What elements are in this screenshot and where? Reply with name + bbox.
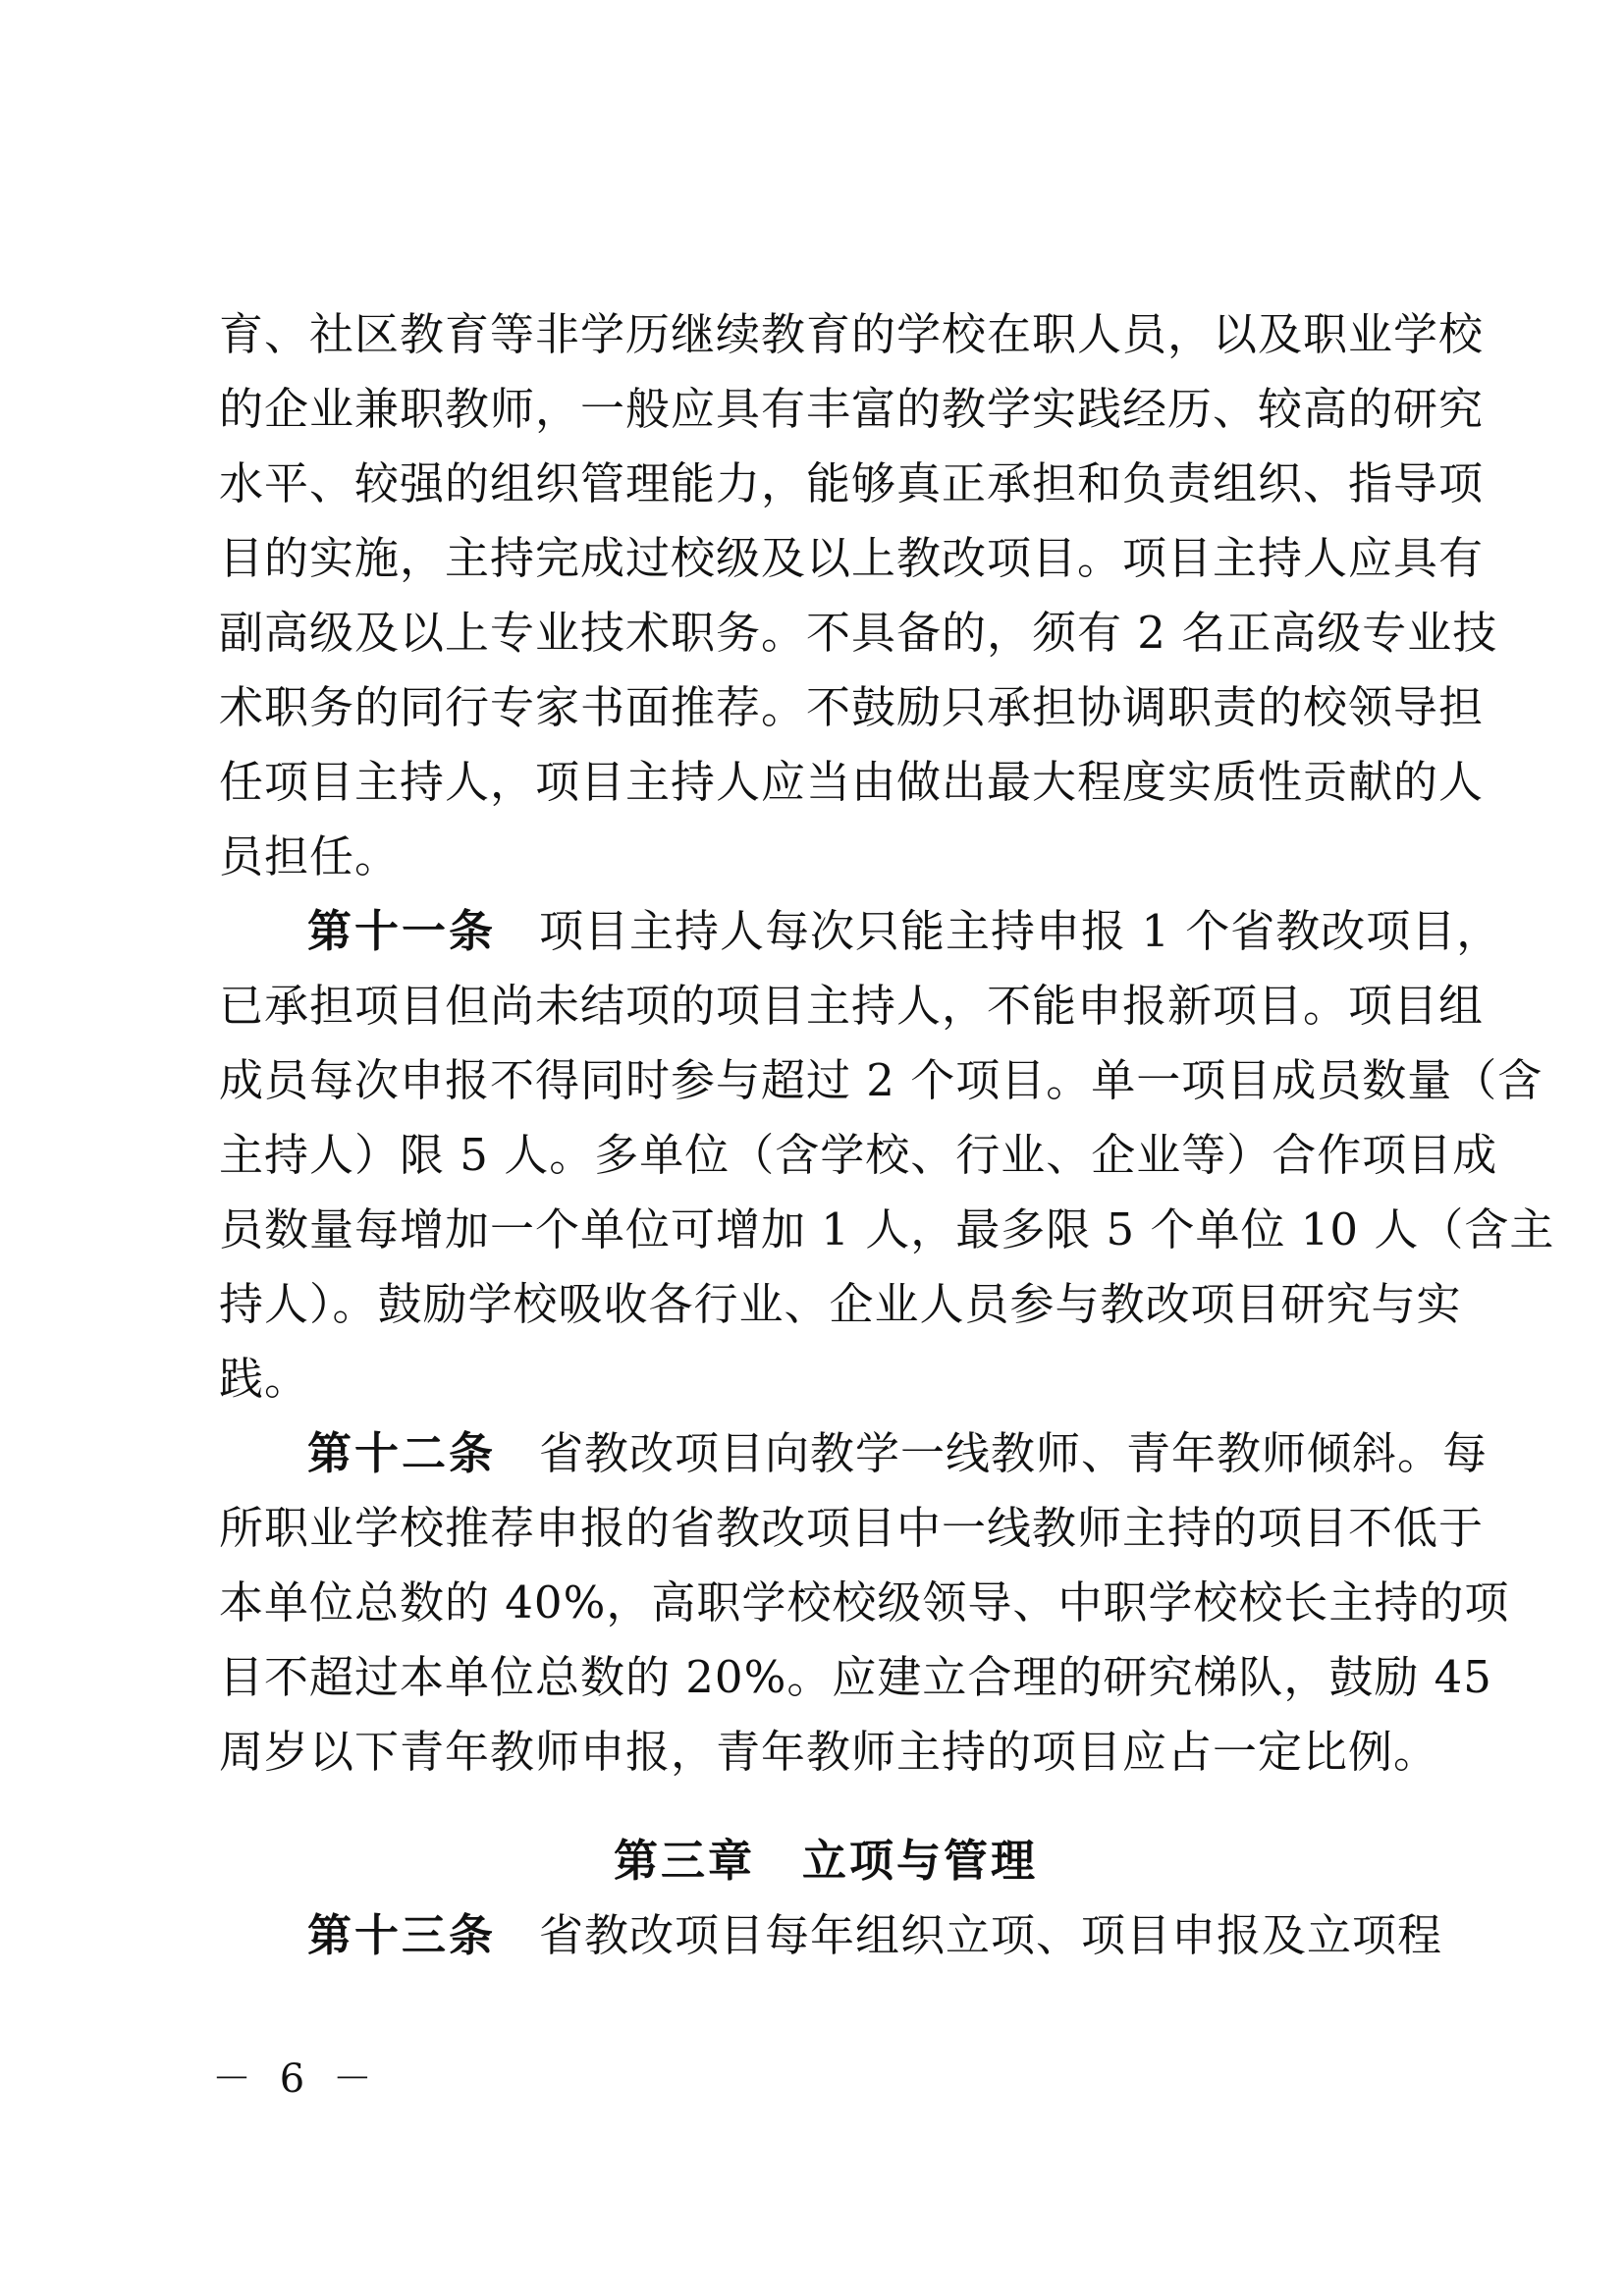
paragraph-line: 践。: [219, 1353, 310, 1405]
article-13-label: 第十三条: [307, 1909, 497, 1961]
paragraph-line: 副高级及以上专业技术职务。不具备的，须有 2 名正高级专业技: [219, 607, 1498, 659]
article-12-text: 省教改项目向教学一线教师、青年教师倾斜。每: [539, 1427, 1489, 1479]
chapter-heading: [219, 1832, 1433, 1891]
paragraph-line: 的企业兼职教师，一般应具有丰富的教学实践经历、较高的研究: [219, 383, 1485, 435]
article-11-text: 项目主持人每次只能主持申报 1 个省教改项目，: [539, 905, 1502, 957]
paragraph-line: 目的实施，主持完成过校级及以上教改项目。项目主持人应具有: [219, 532, 1485, 584]
paragraph-line: 本单位总数的 40%，高职学校校级领导、中职学校校长主持的项: [219, 1576, 1510, 1629]
paragraph-line: 术职务的同行专家书面推荐。不鼓励只承担协调职责的校领导担: [219, 681, 1485, 733]
paragraph-line: 员担任。: [219, 830, 401, 882]
chapter-number: 第三章: [613, 1835, 755, 1887]
paragraph-line: 员数量每增加一个单位可增加 1 人，最多限 5 个单位 10 人（含主: [219, 1203, 1555, 1255]
article-11-first-line: [307, 902, 1502, 961]
paragraph-line: 持人）。鼓励学校吸收各行业、企业人员参与教改项目研究与实: [219, 1278, 1462, 1330]
paragraph-line: 水平、较强的组织管理能力，能够真正承担和负责组织、指导项: [219, 457, 1485, 509]
article-13-first-line: [307, 1906, 1443, 1965]
paragraph-line: 主持人）限 5 人。多单位（含学校、行业、企业等）合作项目成: [219, 1129, 1498, 1181]
article-13-text: 省教改项目每年组织立项、项目申报及立项程: [539, 1909, 1443, 1961]
paragraph-line: 周岁以下青年教师申报，青年教师主持的项目应占一定比例。: [219, 1726, 1439, 1778]
page-number: － 6 －: [212, 2056, 380, 2102]
paragraph-line: 已承担项目但尚未结项的项目主持人，不能申报新项目。项目组: [219, 980, 1485, 1032]
chapter-title: 立项与管理: [802, 1835, 1039, 1887]
paragraph-line: 任项目主持人，项目主持人应当由做出最大程度实质性贡献的人: [219, 756, 1485, 808]
article-12-first-line: [307, 1424, 1489, 1483]
paragraph-line: 所职业学校推荐申报的省教改项目中一线教师主持的项目不低于: [219, 1502, 1485, 1554]
paragraph-line: 成员每次申报不得同时参与超过 2 个项目。单一项目成员数量（含: [219, 1054, 1543, 1106]
paragraph-line: 目不超过本单位总数的 20%。应建立合理的研究梯队，鼓励 45: [219, 1651, 1492, 1703]
article-12-label: 第十二条: [307, 1427, 497, 1479]
article-11-label: 第十一条: [307, 905, 497, 957]
paragraph-line: 育、社区教育等非学历继续教育的学校在职人员，以及职业学校: [219, 308, 1485, 360]
